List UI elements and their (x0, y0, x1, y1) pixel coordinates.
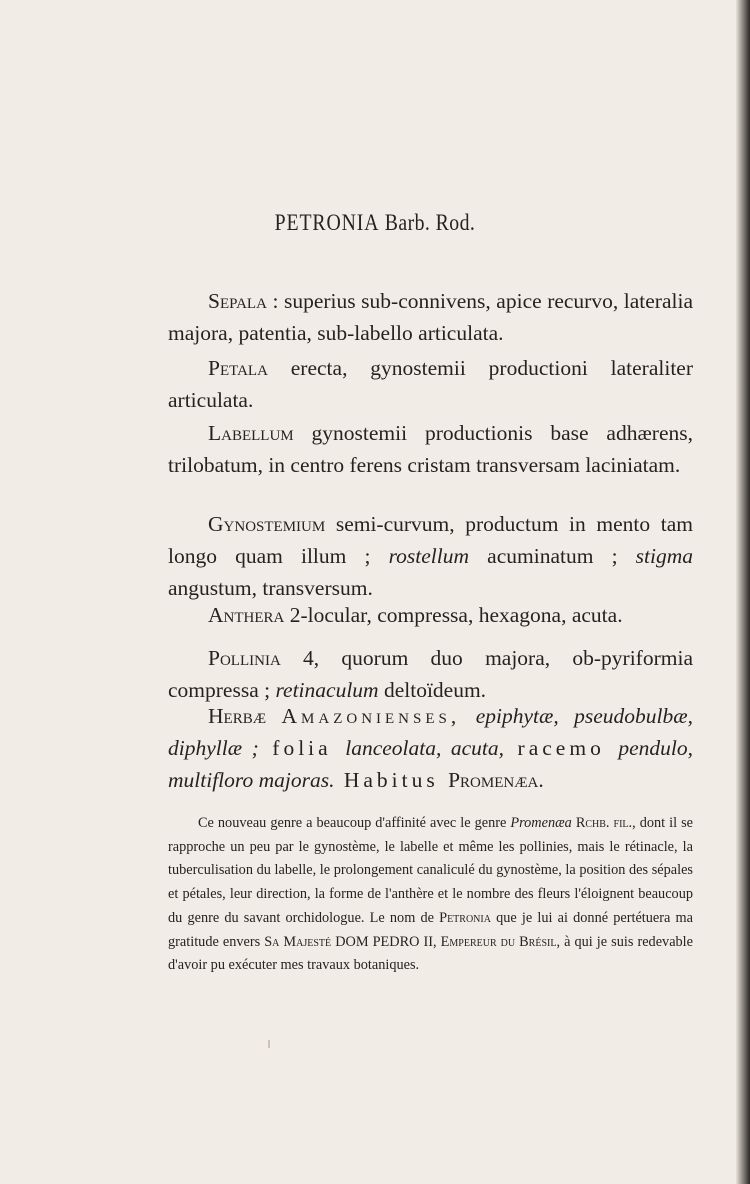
paragraph-petala (168, 352, 693, 416)
note-text-3: que je lui ai donné pertétuera ma gratitude envers (168, 909, 693, 950)
paragraph-labellum (168, 417, 693, 481)
term-amazonienses: Amazonienses, (281, 704, 461, 728)
gynostemium-text-2: acuminatum ; (469, 544, 636, 568)
term-promenaea: Promenæa (448, 768, 539, 792)
spaced-folia: folia (258, 736, 346, 760)
note-majeste: Sa Majesté (264, 933, 332, 950)
stigma-word: stigma (635, 544, 694, 568)
term-herbae: Herbæ (208, 704, 267, 728)
gynostemium-text-1: semi-curvum, productum in mento tam longo quam illum ; (168, 512, 693, 568)
sepala-text: : superius sub-connivens, apice recurvo, lateralia majora, patentia, sub-labello articulata. (168, 289, 693, 345)
note-empereur: Empereur du Brésil (440, 933, 557, 950)
herbae-italic-2: lanceolata, acuta, (345, 736, 505, 760)
pollinia-text-1: 4, quorum duo majora, ob-pyriformia compressa ; (168, 646, 693, 702)
paragraph-sepala (168, 285, 693, 349)
paragraph-herbae (168, 700, 693, 796)
term-pollinia: Pollinia (208, 646, 281, 670)
gynostemium-text-3: angustum, transversum. (168, 576, 373, 600)
note-text-5: , à qui je suis redevable d'avoir pu exécuter mes travaux botaniques. (168, 933, 693, 974)
herbae-italic-3: pendulo, multifloro majoras. (168, 736, 694, 792)
genus-name: PETRONIA (274, 210, 380, 235)
paragraph-pollinia (168, 642, 693, 706)
rostellum-word: rostellum (388, 544, 470, 568)
pollinia-text-2: deltoïdeum. (378, 678, 487, 702)
term-labellum: Labellum (208, 421, 294, 445)
term-gynostemium: Gynostemium (208, 512, 326, 536)
note-petronia: Petronia (439, 909, 491, 926)
herbae-end: . (538, 768, 544, 792)
term-petala: Petala (208, 356, 268, 380)
herbae-italic-1: epiphytæ, pseudobulbæ, diphyllæ ; (168, 704, 693, 760)
term-sepala: Sepala (208, 289, 267, 313)
anthera-text: 2-locular, compressa, hexagona, acuta. (284, 603, 623, 627)
paragraph-gynostemium (168, 508, 693, 604)
paper-mark (268, 1040, 270, 1048)
term-anthera: Anthera (208, 603, 285, 627)
page-edge-shadow (736, 0, 750, 1184)
spaced-racemo: racemo (504, 736, 619, 760)
labellum-text: gynostemii productionis base adhærens, trilobatum, in centro ferens cristam transversam laciniatam. (168, 421, 693, 477)
note-text-1: Ce nouveau genre a beaucoup d'affinité avec le genre (198, 815, 511, 831)
spaced-habitus: Habitus (334, 768, 449, 792)
note-text-4: DOM PEDRO II, (331, 933, 441, 950)
note-rchb-fil: Rchb. fil. (571, 815, 633, 831)
paragraph-anthera (168, 599, 693, 631)
genus-author: Barb. Rod. (384, 210, 476, 235)
retinaculum-word: retinaculum (275, 678, 379, 702)
note-promenaea: Promenæa (510, 815, 572, 831)
page-title (53, 210, 698, 236)
footnote-paragraph (168, 812, 693, 978)
petala-text: erecta, gynostemii productioni lateraliter articulata. (168, 356, 693, 412)
note-text-2: , dont il se rapproche un peu par le gynostème, le labelle et même les pollinies, mais le rétinacle, la tuberculisation du labelle, le prolongement canaliculé du gynostème, la position des sépales et pétales, leur direction, la forme de l'anthère et le nombre des fleurs l'éloignent beaucoup du genre du savant orchidologue. Le nom de (168, 815, 693, 926)
